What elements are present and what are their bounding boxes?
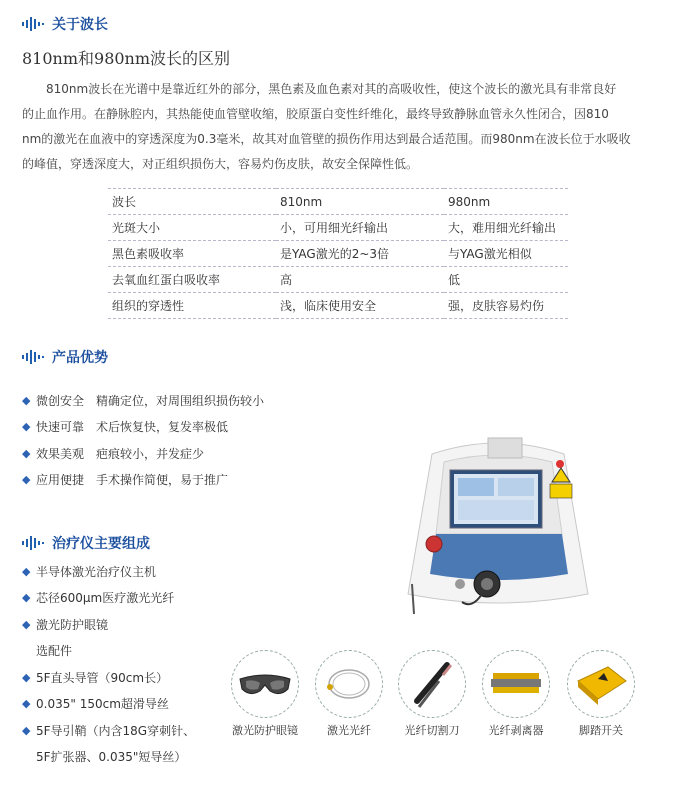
table-cell: 810nm [276,189,444,215]
components-list [22,558,195,770]
diamond-icon: ◆ [22,723,31,737]
table-cell: 大，难用细光纤输出 [444,215,568,241]
table-row [108,215,568,241]
wavelength-table [108,188,568,319]
foot-switch-icon [567,650,635,718]
cutter-icon [398,650,466,718]
table-cell: 980nm [444,189,568,215]
component-text: 选配件 [36,644,73,659]
diamond-icon: ◆ [22,446,31,460]
table-row [108,293,568,319]
advantage-value: 疤痕较小，并发症少 [96,446,205,461]
table-row [108,241,568,267]
diamond-icon: ◆ [22,670,31,684]
section-heading-about [22,14,108,34]
table-cell: 组织的穿透性 [108,293,276,319]
advantage-value: 术后恢复快，复发率极低 [96,420,229,435]
table-cell: 去氧血红蛋白吸收率 [108,267,276,293]
list-item [22,611,195,638]
accessory-stripper [482,650,550,738]
paragraph-line: 的峰值，穿透深度大，对正组织损伤大，容易灼伤皮肤，故安全保障性低。 [22,157,419,171]
diamond-icon: ◆ [22,697,31,711]
accessory-cutter [398,650,466,738]
stripper-icon [482,650,550,718]
accessory-label: 激光光纤 [327,724,371,737]
bars-icon [22,17,46,31]
glasses-icon [231,650,299,718]
list-item [22,414,264,441]
advantage-key: 应用便捷 [36,473,85,488]
section-title: 产品优势 [52,350,108,366]
paragraph-line: 的止血作用。在静脉腔内，其热能使血管壁收缩，胶原蛋白变性纤维化，最终导致静脉血管永久性闭合，因810 [22,107,609,121]
bars-icon [22,536,46,550]
table-cell: 浅，临床使用安全 [276,293,444,319]
accessory-glasses [231,650,299,738]
table-cell: 与YAG激光相似 [444,241,568,267]
diamond-icon: ◆ [22,617,31,631]
table-cell: 高 [276,267,444,293]
paragraph [22,77,664,177]
accessory-label: 光纤剥离器 [488,724,544,737]
advantage-key: 快速可靠 [36,420,85,435]
accessory-label: 激光防护眼镜 [232,724,298,737]
list-item [22,638,195,665]
bars-icon [22,350,46,364]
diamond-icon: ◆ [22,564,31,578]
advantage-value: 手术操作简便，易于推广 [96,473,229,488]
table-cell: 低 [444,267,568,293]
paragraph-line: nm的激光在血液中的穿透深度为0.3毫米，故其对血管壁的损伤作用达到最合适范围。而980nm在波长位于水吸收 [22,132,631,146]
list-item [22,585,195,612]
laser-device-image [392,434,604,624]
section-heading-advantages [22,347,108,367]
table-cell: 是YAG激光的2~3倍 [276,241,444,267]
table-cell: 波长 [108,189,276,215]
accessory-label: 脚踏开关 [579,724,623,737]
table-row [108,189,568,215]
table-cell: 黑色素吸收率 [108,241,276,267]
list-item [22,387,264,414]
component-text: 0.035" 150cm超滑导丝 [36,697,169,712]
list-item [22,558,195,585]
list-item [22,664,195,691]
diamond-icon: ◆ [22,420,31,434]
table-cell: 小，可用细光纤输出 [276,215,444,241]
section-title: 关于波长 [52,17,108,33]
component-text: 激光防护眼镜 [36,617,109,632]
fiber-icon [315,650,383,718]
accessory-label: 光纤切割刀 [404,724,460,737]
list-item [22,691,195,718]
list-item [22,440,264,467]
component-text: 芯径600μm医疗激光光纤 [36,591,175,606]
component-text: 半导体激光治疗仪主机 [36,564,157,579]
advantage-key: 微创安全 [36,393,85,408]
accessory-foot-switch [567,650,635,738]
component-text: 5F导引鞘（内含18G穿刺针、 [36,723,196,738]
list-item [22,467,264,494]
diamond-icon: ◆ [22,473,31,487]
paragraph-line: 810nm波长在光谱中是靠近红外的部分，黑色素及血色素对其的高吸收性，使这个波长的激光具有非常良好 [46,82,617,96]
subtitle: 810nm和980nm波长的区别 [22,49,231,68]
list-item [22,744,195,771]
diamond-icon: ◆ [22,393,31,407]
table-cell: 光斑大小 [108,215,276,241]
advantage-key: 效果美观 [36,446,85,461]
table-row [108,267,568,293]
advantages-list [22,387,264,493]
diamond-icon: ◆ [22,591,31,605]
component-text: 5F扩张器、0.035"短导丝） [36,750,187,765]
section-title: 治疗仪主要组成 [52,536,150,552]
section-heading-components [22,533,150,553]
accessory-fiber [315,650,383,738]
list-item [22,717,195,744]
advantage-value: 精确定位，对周围组织损伤较小 [96,393,265,408]
table-cell: 强，皮肤容易灼伤 [444,293,568,319]
component-text: 5F直头导管（90cm长） [36,670,169,685]
